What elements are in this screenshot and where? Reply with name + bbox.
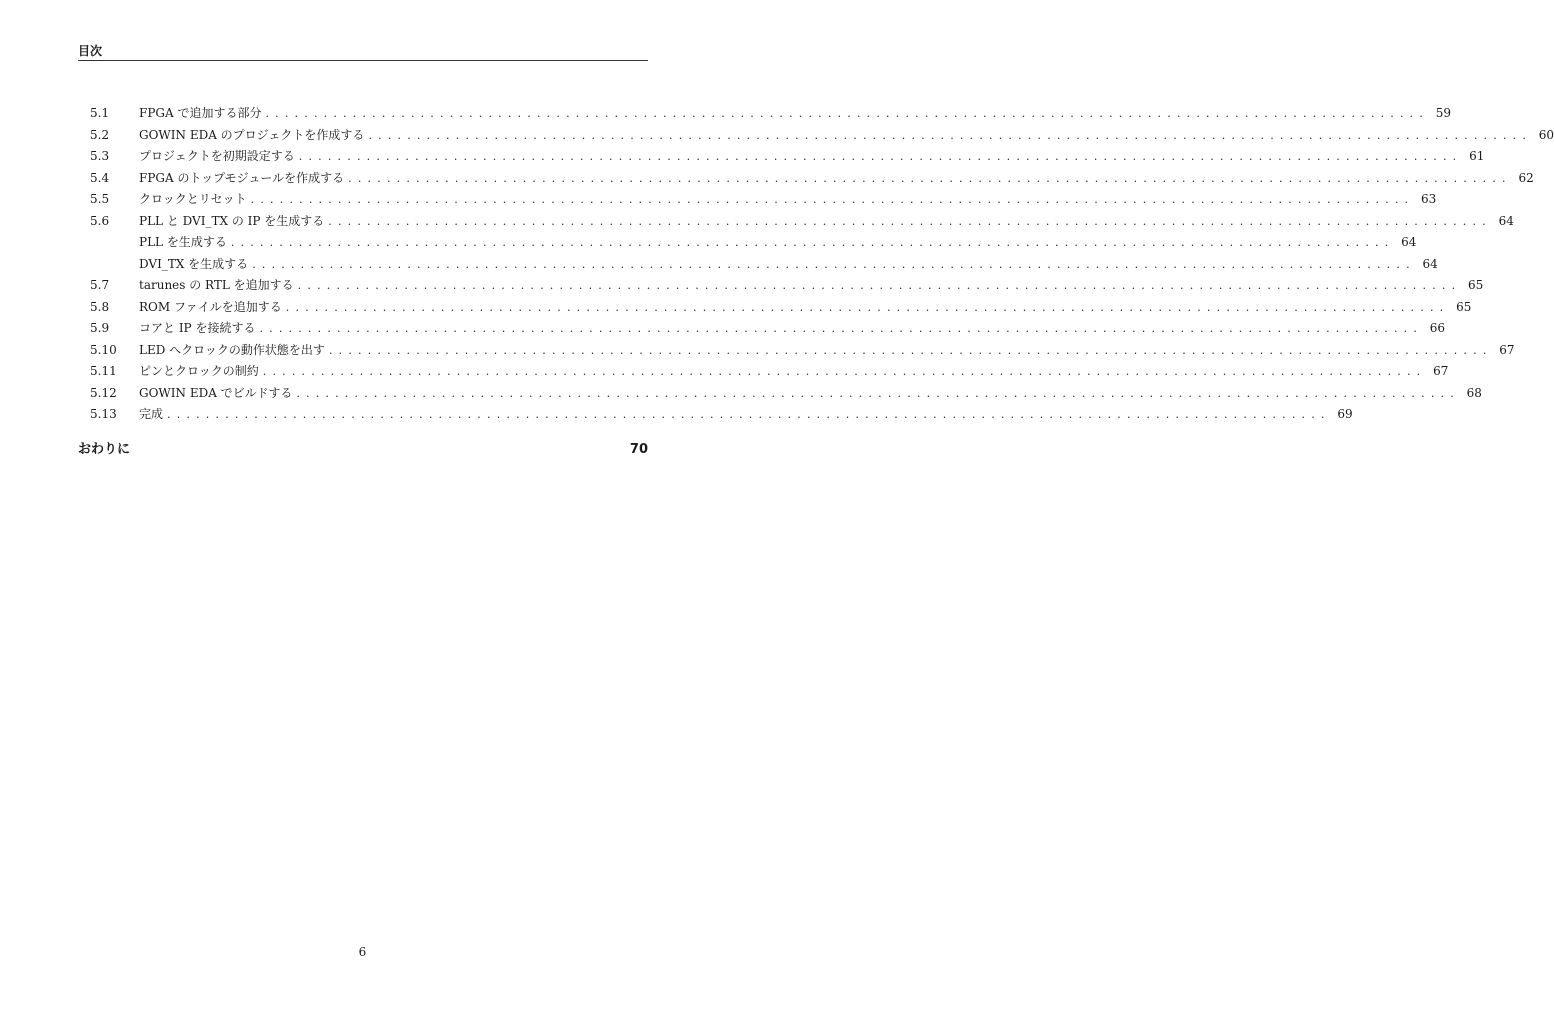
toc-entry-page: 63	[1420, 192, 1437, 206]
toc-entry-number: 5.3	[90, 149, 110, 163]
dot-leader: ........................................................................................................................	[297, 279, 1462, 292]
toc-entry-title: コアと IP を接続する	[139, 321, 256, 335]
toc-entry-page: 62	[1518, 170, 1534, 185]
dot-leader: ........................................................................................................................	[259, 322, 1424, 335]
running-header	[78, 44, 648, 61]
toc-chapter-entry[interactable]	[78, 440, 648, 460]
toc-entry-number: 5.12	[90, 385, 117, 400]
toc-entry[interactable]	[78, 404, 1353, 426]
toc-entry-title: DVI_TX を生成する	[139, 256, 249, 271]
toc-entry-page: 68	[1466, 385, 1482, 400]
toc-entry[interactable]	[78, 103, 1452, 125]
toc-entry-title: ROM ファイルを追加する	[139, 299, 282, 314]
dot-leader: ........................................................................................................................	[328, 343, 1493, 357]
toc-entry[interactable]	[78, 211, 1514, 233]
toc-entry-page: 66	[1429, 321, 1446, 335]
toc-entry-page: 69	[1337, 407, 1353, 421]
dot-leader: ........................................................................................................................	[167, 408, 1331, 421]
dot-leader: ........................................................................................................................	[348, 171, 1512, 185]
toc-subentry[interactable]	[78, 232, 1417, 254]
dot-leader: ........................................................................................................................	[298, 150, 1463, 163]
dot-leader: ........................................................................................................................	[328, 214, 1492, 228]
toc-entry[interactable]	[78, 340, 1515, 362]
toc-entry-page: 64	[1401, 235, 1417, 249]
toc-entry-number: 5.7	[90, 278, 110, 292]
toc-entry-title: プロジェクトを初期設定する	[139, 149, 295, 163]
dot-leader: ........................................................................................................................	[368, 128, 1533, 142]
toc-entry-page: 64	[1498, 213, 1514, 228]
toc-entry-page: 59	[1435, 106, 1452, 120]
toc-entry-page: 61	[1469, 149, 1485, 163]
chapter-title: おわりに	[78, 442, 131, 457]
toc-entry-page: 67	[1499, 342, 1515, 357]
dot-leader: ........................................................................................................................	[285, 300, 1450, 314]
toc-entry[interactable]	[78, 297, 1472, 319]
toc-entry-page: 65	[1467, 278, 1484, 292]
toc-entry-title: ピンとクロックの制約	[139, 364, 259, 378]
toc-entry-title: PLL と DVI_TX の IP を生成する	[139, 213, 325, 228]
toc-entry-page: 65	[1456, 299, 1472, 314]
toc-entry-number: 5.2	[90, 127, 110, 142]
toc-entry[interactable]	[78, 361, 1449, 383]
toc-entry[interactable]	[78, 318, 1446, 340]
dot-leader: ........................................................................................................................	[262, 365, 1427, 378]
toc-entry-number: 5.11	[90, 364, 117, 378]
table-of-contents	[78, 103, 1554, 426]
toc-entry-title: tarunes の RTL を追加する	[139, 278, 294, 292]
toc-entry-title: LED へクロックの動作状態を出す	[139, 342, 325, 357]
toc-entry-number: 5.10	[90, 342, 117, 357]
toc-subentry[interactable]	[78, 254, 1438, 276]
chapter-page: 70	[629, 442, 648, 457]
toc-entry[interactable]	[78, 383, 1482, 405]
toc-entry-page: 60	[1538, 127, 1554, 142]
toc-entry-page: 67	[1433, 364, 1449, 378]
toc-entry-title: 完成	[139, 407, 164, 421]
toc-entry-number: 5.4	[90, 170, 110, 185]
dot-leader: ........................................................................................................................	[252, 257, 1416, 271]
toc-entry-number: 5.9	[90, 321, 110, 335]
toc-entry-title: GOWIN EDA でビルドする	[139, 385, 293, 400]
toc-entry-number: 5.6	[90, 213, 110, 228]
dot-leader: ........................................................................................................................	[250, 193, 1415, 206]
toc-entry-title: FPGA のトップモジュールを作成する	[139, 170, 345, 185]
dot-leader: ........................................................................................................................	[230, 236, 1395, 249]
toc-entry-number: 5.8	[90, 299, 110, 314]
toc-entry[interactable]	[78, 275, 1484, 297]
toc-entry-number: 5.13	[90, 407, 117, 421]
toc-entry[interactable]	[78, 189, 1437, 211]
page-number: 6	[358, 945, 367, 959]
toc-entry[interactable]	[78, 168, 1534, 190]
toc-entry-page: 64	[1422, 256, 1438, 271]
toc-entry-number: 5.5	[90, 192, 110, 206]
toc-entry-title: クロックとリセット	[139, 192, 247, 206]
toc-entry-title: PLL を生成する	[139, 235, 227, 249]
dot-leader: ........................................................................................................................	[296, 386, 1460, 400]
toc-entry-title: FPGA で追加する部分	[139, 106, 262, 120]
header-title: 目次	[78, 44, 103, 58]
toc-entry[interactable]	[78, 125, 1554, 147]
toc-entry-title: GOWIN EDA のプロジェクトを作成する	[139, 127, 365, 142]
dot-leader: ........................................................................................................................	[265, 107, 1430, 120]
toc-entry[interactable]	[78, 146, 1485, 168]
toc-entry-number: 5.1	[90, 106, 110, 120]
